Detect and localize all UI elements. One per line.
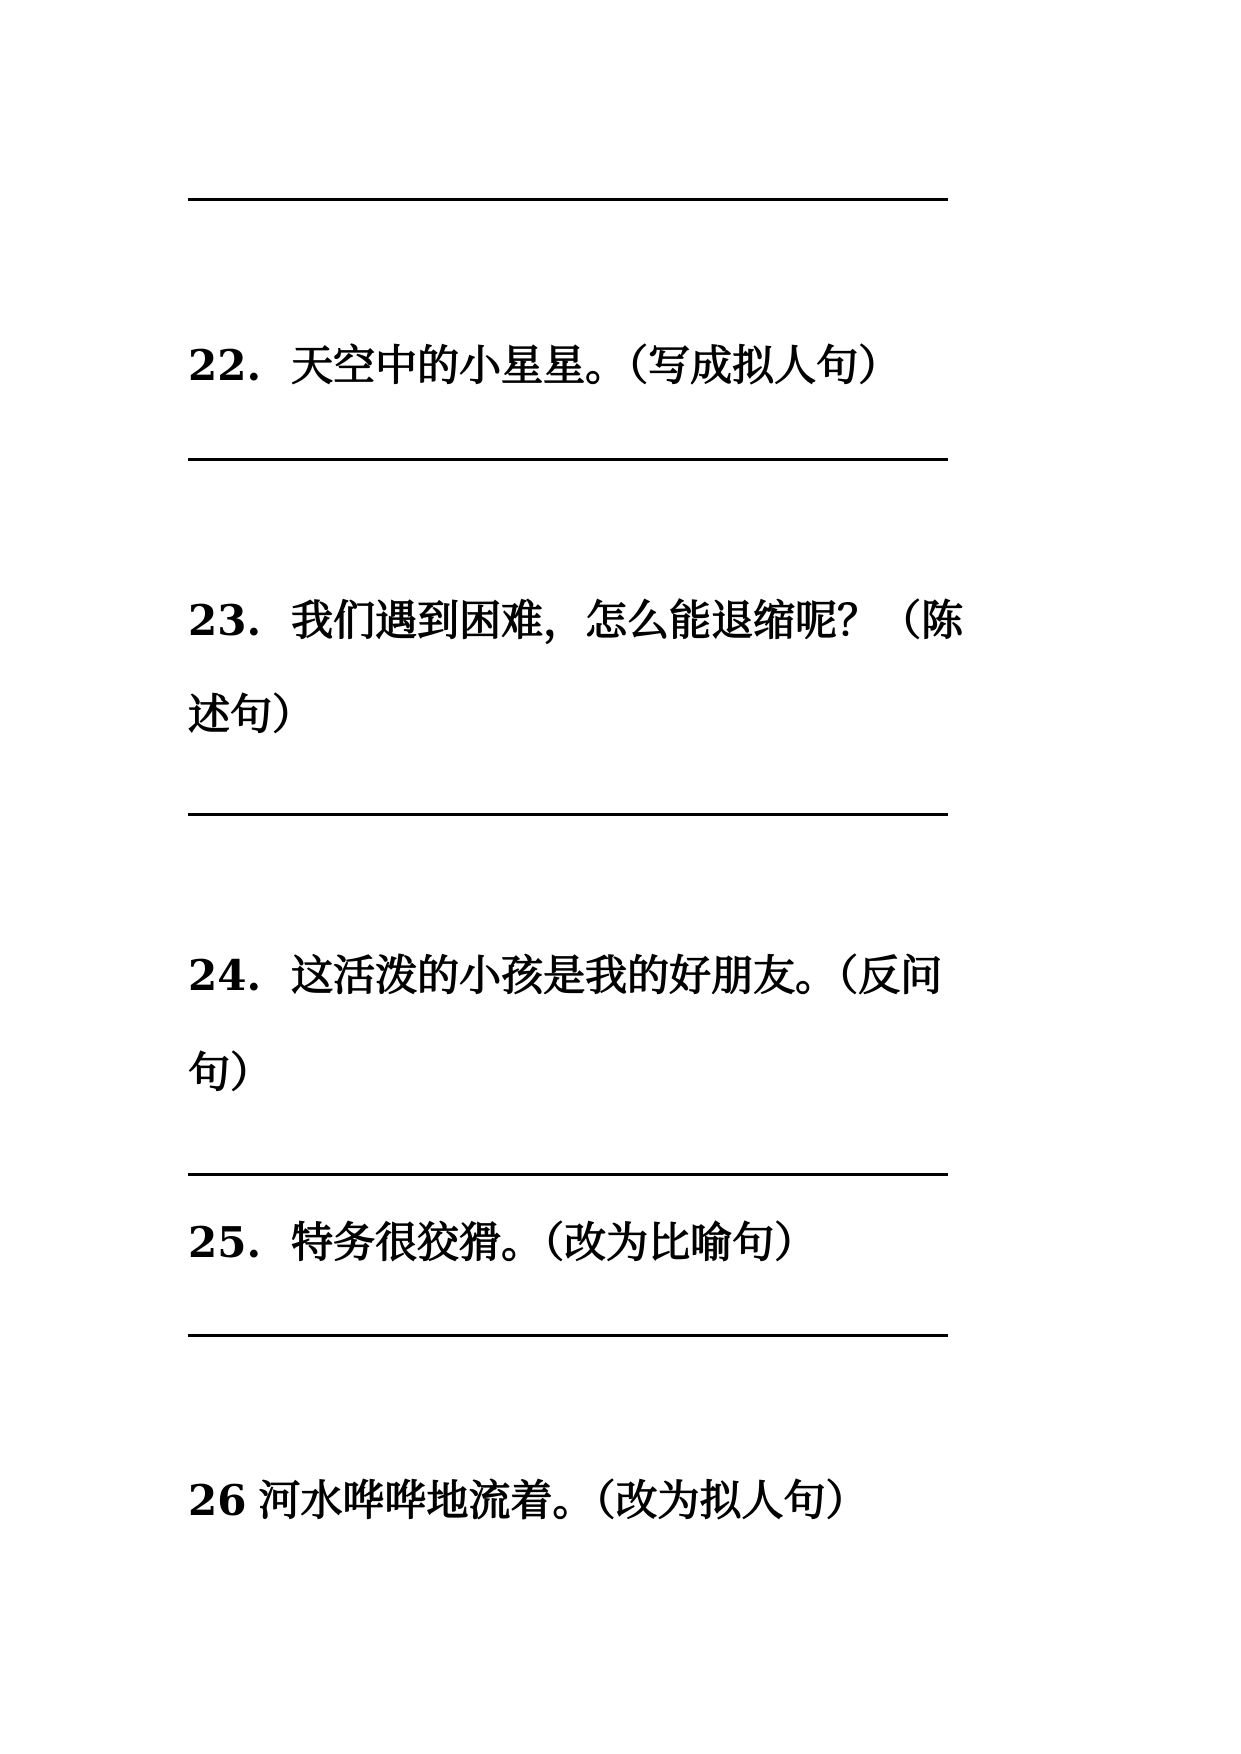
question-text: 天空中的小星星。（写成拟人句） bbox=[291, 341, 901, 390]
question-text: 我们遇到困难，怎么能退缩呢？（陈 bbox=[291, 596, 964, 645]
question-text-continuation: 句） bbox=[188, 1048, 273, 1097]
question-number: 23. bbox=[188, 596, 262, 645]
answer-line[interactable] bbox=[188, 1334, 948, 1337]
question-number: 26 bbox=[188, 1476, 247, 1525]
question-number: 25. bbox=[188, 1218, 262, 1267]
question-24-continuation bbox=[188, 1048, 273, 1097]
question-22 bbox=[188, 341, 901, 390]
question-text: 河水哗哗地流着。（改为拟人句） bbox=[258, 1476, 868, 1525]
question-23-continuation bbox=[188, 690, 315, 739]
question-number: 22. bbox=[188, 341, 262, 390]
answer-line[interactable] bbox=[188, 458, 948, 461]
question-text: 这活泼的小孩是我的好朋友。（反问 bbox=[291, 951, 943, 1000]
answer-line[interactable] bbox=[188, 198, 948, 201]
question-26 bbox=[188, 1476, 868, 1525]
question-text: 特务很狡猾。（改为比喻句） bbox=[291, 1218, 817, 1267]
answer-line[interactable] bbox=[188, 813, 948, 816]
question-text-continuation: 述句） bbox=[188, 690, 315, 739]
answer-line[interactable] bbox=[188, 1173, 948, 1176]
question-number: 24. bbox=[188, 951, 262, 1000]
question-23 bbox=[188, 596, 964, 645]
question-24 bbox=[188, 951, 943, 1000]
question-25 bbox=[188, 1218, 817, 1267]
